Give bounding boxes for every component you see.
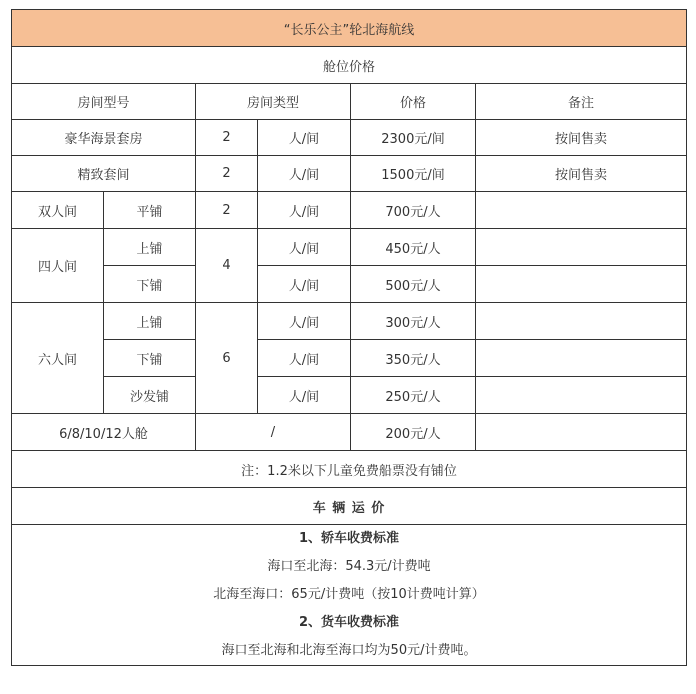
berth-type: 上铺 bbox=[104, 229, 196, 266]
table-row bbox=[12, 229, 687, 266]
room-price: 350元/人 bbox=[351, 340, 476, 377]
table-row bbox=[12, 120, 687, 156]
room-remark bbox=[476, 229, 687, 266]
room-name: 双人间 bbox=[12, 192, 104, 229]
berth-type: 平铺 bbox=[104, 192, 196, 229]
room-name: 豪华海景套房 bbox=[12, 120, 196, 156]
header-room-model: 房间型号 bbox=[12, 84, 196, 120]
table-row bbox=[12, 340, 687, 377]
room-remark bbox=[476, 303, 687, 340]
room-capacity: 2 bbox=[196, 192, 258, 229]
room-price: 1500元/间 bbox=[351, 156, 476, 192]
room-unit: 人/间 bbox=[258, 156, 351, 192]
room-name: 四人间 bbox=[12, 229, 104, 303]
berth-type: 沙发铺 bbox=[104, 377, 196, 414]
room-capacity: 2 bbox=[196, 120, 258, 156]
room-remark bbox=[476, 414, 687, 451]
room-unit: 人/间 bbox=[258, 377, 351, 414]
room-unit: 人/间 bbox=[258, 303, 351, 340]
room-capacity: 4 bbox=[196, 229, 258, 303]
table-row bbox=[12, 266, 687, 303]
room-price: 300元/人 bbox=[351, 303, 476, 340]
children-note: 注：1.2米以下儿童免费船票没有铺位 bbox=[12, 451, 687, 488]
berth-type: 下铺 bbox=[104, 266, 196, 303]
room-price: 450元/人 bbox=[351, 229, 476, 266]
room-remark bbox=[476, 266, 687, 303]
car-heading: 1、轿车收费标准 bbox=[299, 531, 400, 546]
room-price: 200元/人 bbox=[351, 414, 476, 451]
room-remark bbox=[476, 377, 687, 414]
room-remark: 按间售卖 bbox=[476, 120, 687, 156]
room-name: 六人间 bbox=[12, 303, 104, 414]
section-cabin-price: 舱位价格 bbox=[12, 47, 687, 84]
berth-type: 下铺 bbox=[104, 340, 196, 377]
room-capacity: 2 bbox=[196, 156, 258, 192]
table-row bbox=[12, 156, 687, 192]
room-price: 500元/人 bbox=[351, 266, 476, 303]
room-capacity: 6 bbox=[196, 303, 258, 414]
room-remark bbox=[476, 192, 687, 229]
room-unit: 人/间 bbox=[258, 229, 351, 266]
truck-heading: 2、货车收费标准 bbox=[299, 615, 400, 630]
car-line-1: 海口至北海：54.3元/计费吨 bbox=[267, 559, 431, 574]
room-price: 250元/人 bbox=[351, 377, 476, 414]
room-remark bbox=[476, 340, 687, 377]
table-row bbox=[12, 303, 687, 340]
header-remark: 备注 bbox=[476, 84, 687, 120]
berth-type: 上铺 bbox=[104, 303, 196, 340]
room-price: 700元/人 bbox=[351, 192, 476, 229]
table-row bbox=[12, 414, 687, 451]
room-price: 2300元/间 bbox=[351, 120, 476, 156]
vehicle-fares bbox=[12, 525, 687, 666]
table-row bbox=[12, 192, 687, 229]
fare-document bbox=[11, 9, 686, 666]
header-room-type: 房间类型 bbox=[196, 84, 351, 120]
car-line-2: 北海至海口：65元/计费吨（按10计费吨计算） bbox=[213, 587, 485, 602]
page-title: “长乐公主”轮北海航线 bbox=[12, 10, 687, 47]
room-unit: 人/间 bbox=[258, 192, 351, 229]
room-unit: 人/间 bbox=[258, 120, 351, 156]
room-unit: 人/间 bbox=[258, 340, 351, 377]
truck-line-1: 海口至北海和北海至海口均为50元/计费吨。 bbox=[221, 643, 477, 658]
room-name: 精致套间 bbox=[12, 156, 196, 192]
room-name: 6/8/10/12人舱 bbox=[12, 414, 196, 451]
fare-table bbox=[11, 9, 687, 666]
header-price: 价格 bbox=[351, 84, 476, 120]
room-unit: 人/间 bbox=[258, 266, 351, 303]
table-row bbox=[12, 377, 687, 414]
room-type: / bbox=[196, 414, 351, 451]
section-vehicle: 车 辆 运 价 bbox=[12, 488, 687, 525]
room-remark: 按间售卖 bbox=[476, 156, 687, 192]
